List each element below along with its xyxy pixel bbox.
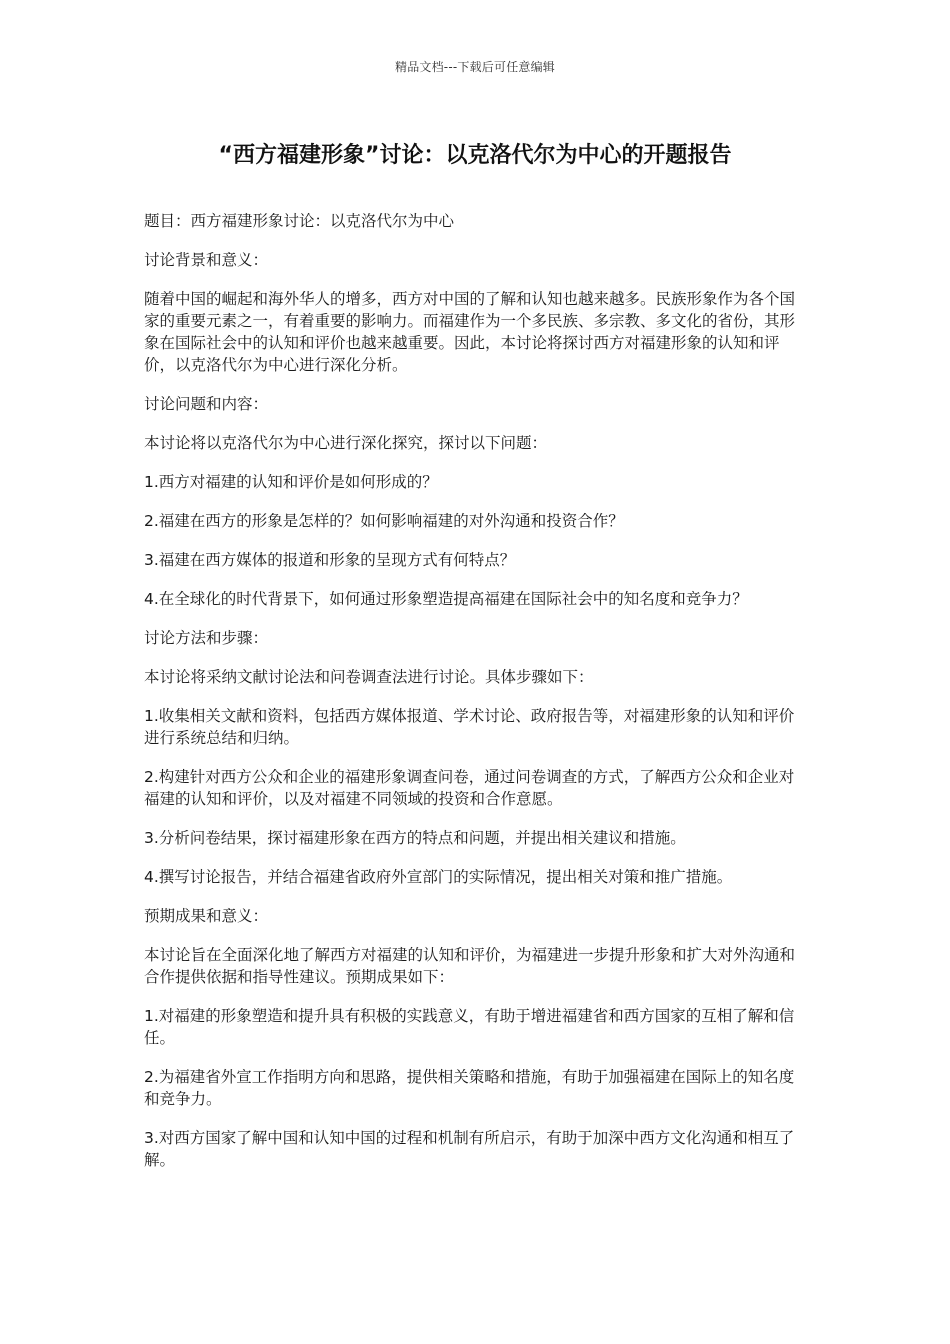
section-heading-outcomes: 预期成果和意义： — [144, 907, 269, 925]
section-heading-background: 讨论背景和意义： — [144, 251, 269, 269]
section-heading-questions: 讨论问题和内容： — [144, 395, 269, 413]
outcome-item-3: 3.对西方国家了解中国和认知中国的过程和机制有所启示，有助于加深中西方文化沟通和相互了解。 — [144, 1129, 795, 1169]
question-item-1: 1.西方对福建的认知和评价是如何形成的？ — [144, 473, 438, 491]
method-step-2: 2.构建针对西方公众和企业的福建形象调查问卷，通过问卷调查的方式，了解西方公众和企业对福建的认知和评价，以及对福建不同领域的投资和合作意愿。 — [144, 768, 795, 808]
section-heading-methods: 讨论方法和步骤： — [144, 629, 269, 647]
outcome-item-1: 1.对福建的形象塑造和提升具有积极的实践意义，有助于增进福建省和西方国家的互相了解和信任。 — [144, 1007, 795, 1047]
paragraph-background: 随着中国的崛起和海外华人的增多，西方对中国的了解和认知也越来越多。民族形象作为各个国家的重要元素之一，有着重要的影响力。而福建作为一个多民族、多宗教、多文化的省份，其形象在国际社会中的认知和评价也越来越重要。因此，本讨论将探讨西方对福建形象的认知和评价，以克洛代尔为中心进行深化分析。 — [144, 290, 796, 374]
page-header: 精品文档---下载后可任意编辑 — [395, 60, 555, 74]
outcome-item-2: 2.为福建省外宣工作指明方向和思路，提供相关策略和措施，有助于加强福建在国际上的知名度和竞争力。 — [144, 1068, 795, 1108]
method-step-3: 3.分析问卷结果，探讨福建形象在西方的特点和问题，并提出相关建议和措施。 — [144, 829, 686, 847]
paragraph-outcomes-intro: 本讨论旨在全面深化地了解西方对福建的认知和评价，为福建进一步提升形象和扩大对外沟通和合作提供依据和指导性建议。预期成果如下： — [144, 946, 796, 986]
document-title: “西方福建形象”讨论：以克洛代尔为中心的开题报告 — [218, 143, 732, 168]
question-item-4: 4.在全球化的时代背景下，如何通过形象塑造提高福建在国际社会中的知名度和竞争力？ — [144, 590, 748, 608]
document-body — [144, 210, 806, 1188]
question-item-3: 3.福建在西方媒体的报道和形象的呈现方式有何特点？ — [144, 551, 516, 569]
question-item-2: 2.福建在西方的形象是怎样的？如何影响福建的对外沟通和投资合作？ — [144, 512, 624, 530]
paragraph-methods-intro: 本讨论将采纳文献讨论法和问卷调查法进行讨论。具体步骤如下： — [144, 668, 594, 686]
method-step-1: 1.收集相关文献和资料，包括西方媒体报道、学术讨论、政府报告等，对福建形象的认知和评价进行系统总结和归纳。 — [144, 707, 795, 747]
paragraph-questions-intro: 本讨论将以克洛代尔为中心进行深化探究，探讨以下问题： — [144, 434, 548, 452]
paragraph-topic: 题目：西方福建形象讨论：以克洛代尔为中心 — [144, 212, 455, 230]
method-step-4: 4.撰写讨论报告，并结合福建省政府外宣部门的实际情况，提出相关对策和推广措施。 — [144, 868, 733, 886]
